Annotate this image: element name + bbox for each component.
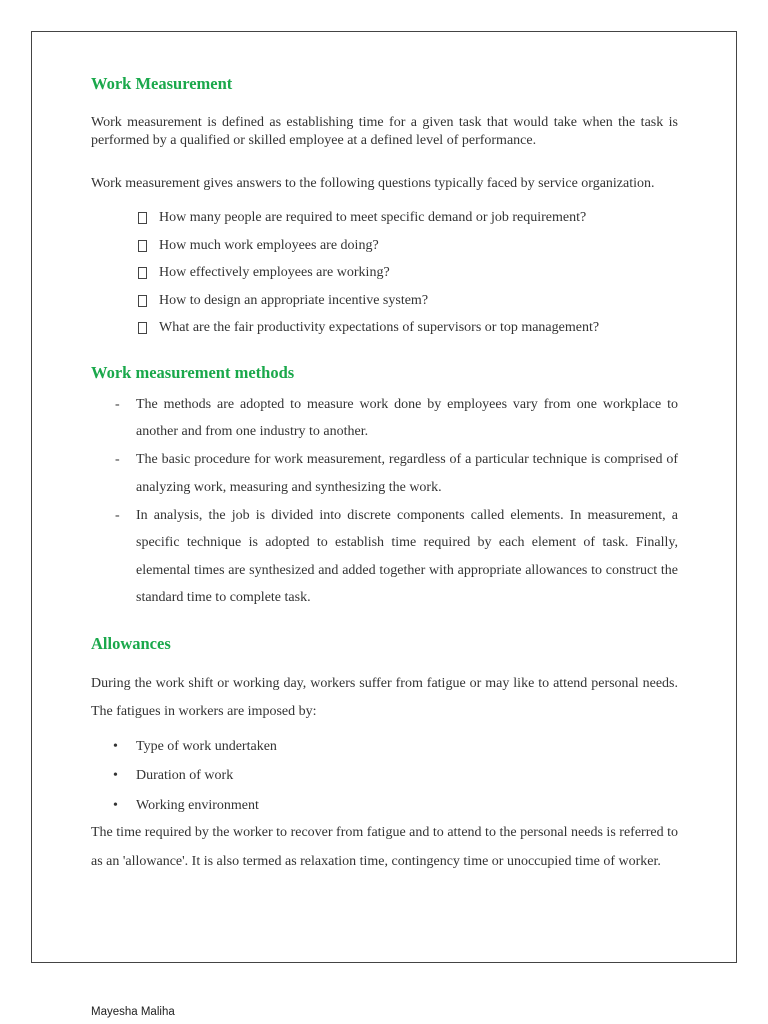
bullet-dot-icon: • — [113, 768, 118, 783]
questions-list — [91, 204, 678, 342]
list-item — [91, 761, 678, 791]
bullet-dot-icon: • — [113, 738, 118, 754]
list-item — [138, 314, 678, 342]
factor-text: Duration of work — [136, 768, 234, 783]
footer-author: Mayesha Maliha — [91, 1006, 175, 1018]
question-text: How to design an appropriate incentive system? — [159, 292, 429, 308]
methods-list — [91, 391, 678, 612]
fatigue-factors-list — [91, 732, 678, 821]
allowances-intro-paragraph: During the work shift or working day, workers suffer from fatigue or may like to attend personal needs. The fatigues in workers are imposed by: — [91, 675, 678, 719]
method-text: In analysis, the job is divided into discrete components called elements. In measurement, a specific technique is adopted to establish time required by each element of task. Finally, elemental times are synthesized and added together with appropriate allowances to construct the standard time to complete task. — [136, 507, 678, 605]
definition-paragraph: Work measurement is defined as establishing time for a given task that would take when the task is performed by a qualified or skilled employee at a defined level of performance. — [91, 115, 678, 148]
list-item — [138, 287, 678, 315]
list-item — [138, 232, 678, 260]
list-item — [91, 446, 678, 501]
dash-marker: - — [115, 452, 120, 467]
dash-marker: - — [115, 507, 120, 523]
list-item — [91, 502, 678, 612]
bullet-dot-icon: • — [113, 797, 118, 813]
checkbox-square-icon — [138, 295, 147, 307]
document-body — [91, 72, 678, 876]
question-text: How effectively employees are working? — [159, 265, 390, 280]
question-text: How many people are required to meet specific demand or job requirement? — [159, 210, 587, 225]
questions-intro-paragraph: Work measurement gives answers to the following questions typically faced by service organization. — [91, 176, 655, 191]
heading-work-measurement-methods: Work measurement methods — [91, 362, 295, 382]
question-text: How much work employees are doing? — [159, 237, 379, 253]
heading-work-measurement: Work Measurement — [91, 74, 233, 93]
method-text: The basic procedure for work measurement, regardless of a particular technique is comprised of analyzing work, measuring and synthesizing the work. — [136, 452, 678, 495]
list-item — [138, 204, 678, 232]
question-text: What are the fair productivity expectations of supervisors or top management? — [159, 320, 600, 335]
checkbox-square-icon — [138, 212, 147, 224]
allowance-definition-paragraph: The time required by the worker to recover from fatigue and to attend to the personal needs is referred to as an 'allowance'. It is also termed as relaxation time, contingency time or unoccupied time of worker. — [91, 825, 678, 869]
checkbox-square-icon — [138, 267, 147, 279]
checkbox-square-icon — [138, 240, 147, 252]
list-item — [138, 259, 678, 287]
list-item — [91, 391, 678, 446]
list-item — [91, 732, 678, 762]
factor-text: Working environment — [136, 797, 259, 813]
heading-allowances: Allowances — [91, 633, 171, 653]
checkbox-square-icon — [138, 322, 147, 334]
list-item — [91, 791, 678, 821]
method-text: The methods are adopted to measure work done by employees vary from one workplace to another and from one industry to another. — [136, 396, 678, 439]
factor-text: Type of work undertaken — [136, 738, 277, 754]
dash-marker: - — [115, 396, 120, 412]
